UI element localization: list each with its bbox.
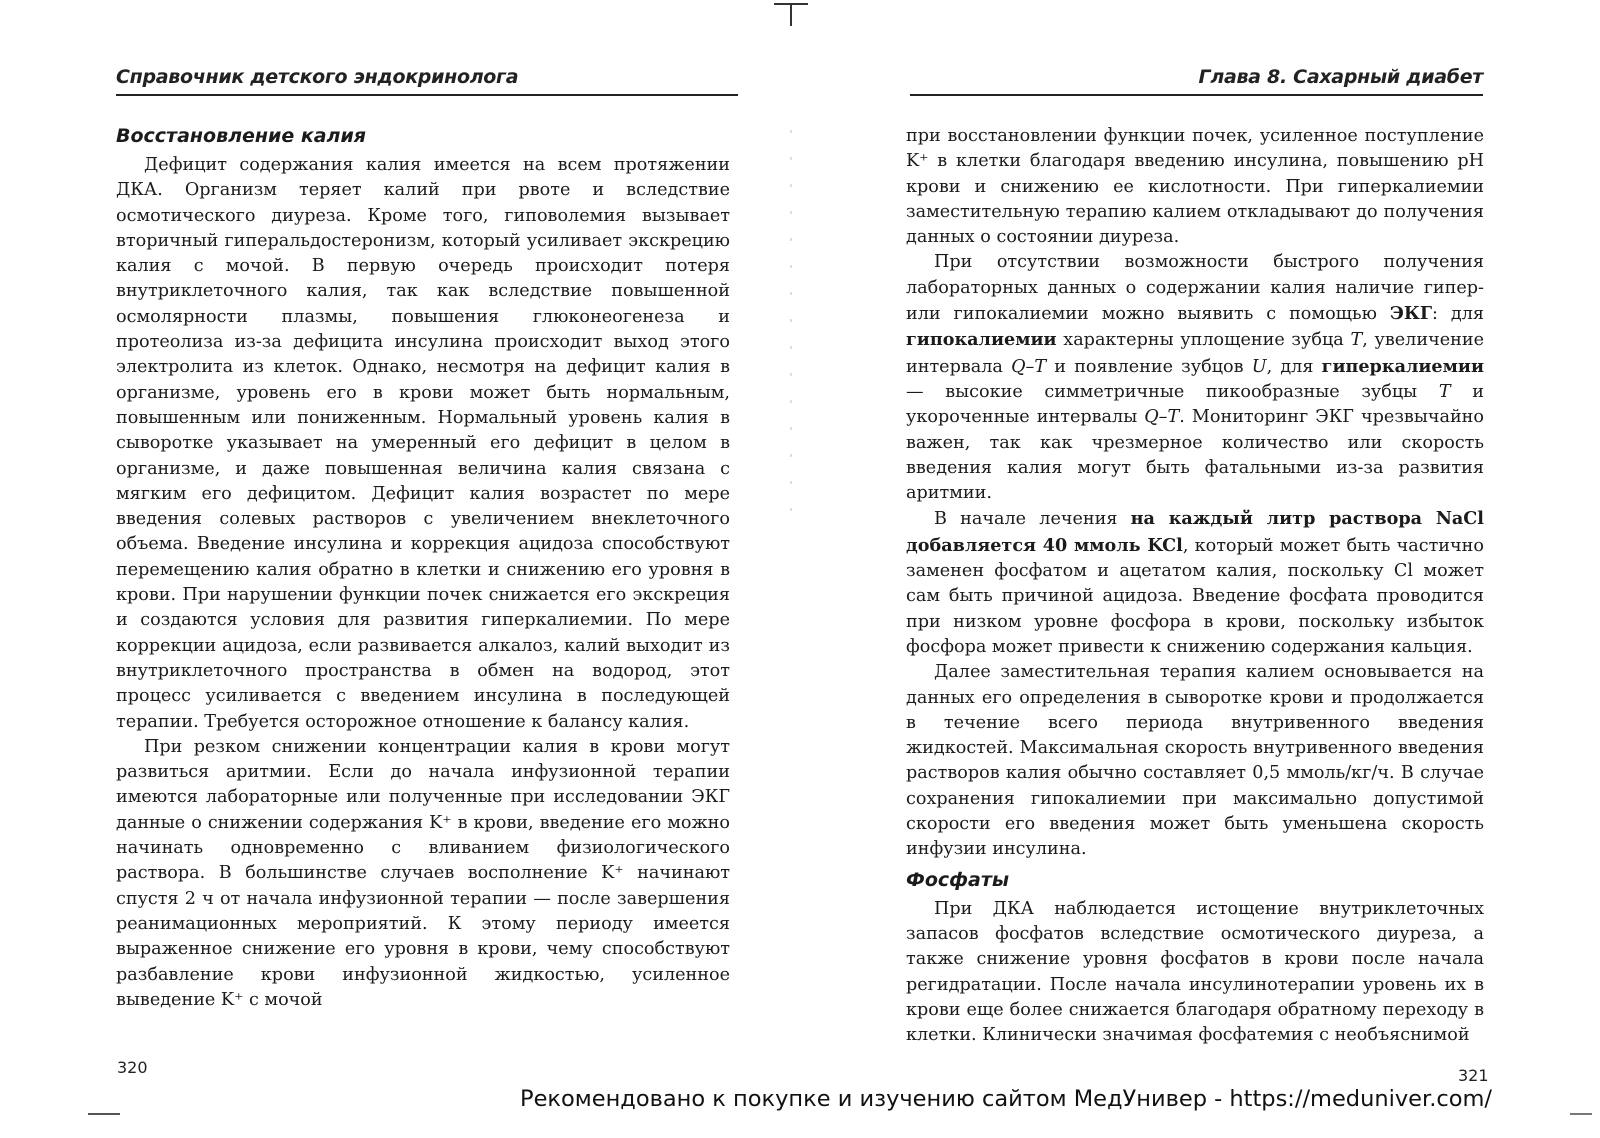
- paragraph: В начале лечения на каждый литр раствора NaCl добавляется 40 ммоль KCl, который может быть частично заменен фосфатом и ацетатом калия, поскольку Cl может сам быть причиной ацидоза. Введение фосфата проводится при низком уровне фосфора в крови, поскольку избыток фосфора может привести к снижению содержания кальция.: [906, 508, 1484, 657]
- hyperkalemia-term: гиперкалиемии: [1321, 355, 1484, 377]
- ecg-term: ЭКГ: [1389, 303, 1433, 325]
- page-number: 321: [1458, 1066, 1489, 1085]
- left-page: [0, 0, 790, 1138]
- scan-edge-mark: [88, 1113, 120, 1115]
- watermark-footer: Рекомендовано к покупке и изучению сайтом МедУнивер - https://meduniver.com/: [520, 1086, 1492, 1112]
- paragraph: при восстановлении функции почек, усиленное поступление K⁺ в клетки благодаря введению инсулина, повышению pH крови и снижению ее кислотности. При гиперкалиемии заместительную терапию калием откладывают до получения данных о состоянии диуреза.: [906, 126, 1484, 248]
- page-number: 320: [117, 1058, 148, 1077]
- section-title: Восстановление калия: [116, 125, 366, 147]
- paragraph: При резком снижении концентрации калия в крови могут развиться аритмии. Если до начала инфузионной терапии имеются лабораторные или полученные при исследовании ЭКГ данные о снижении содержания K⁺ в крови, введение его можно начинать одновременно с вливанием физиологического раствора. В большинстве случаев восполнение K⁺ начинают спустя 2 ч от начала инфузионной терапии — после завершения реанимационных мероприятий. К этому периоду имеется выраженное снижение его уровня в крови, чему способствуют разбавление крови инфузионной жидкостью, усиленное выведение K⁺ с мочой: [116, 736, 730, 1010]
- paragraph: Дефицит содержания калия имеется на всем протяжении ДКА. Организм теряет калий при рвоте и вследствие осмотического диуреза. Кроме того, гиповолемия вызывает вторичный гиперальдостеронизм, который усиливает экскрецию калия с мочой. В первую очередь происходит потеря внутриклеточного калия, так как вследствие повышенной осмолярности плазмы, повышения глюконеогенеза и протеолиза из-за дефицита инсулина происходит выход этого электролита из клеток. Однако, несмотря на дефицит калия в организме, уровень его в крови может быть нормальным, повышенным или пониженным. Нормальный уровень калия в сыворотке указывает на умеренный его дефицит в целом в организме, и даже повышенная величина калия связана с мягким его дефицитом. Дефицит калия возрастет по мере введения солевых растворов с увеличением внеклеточного объема. Введение инсулина и коррекция ацидоза способствуют перемещению калия обратно в клетки и снижению его уровня в крови. При нарушении функции почек снижается его экскреция и создаются условия для развития гиперкалиемии. По мере коррекции ацидоза, если развивается алкалоз, калий выходит из внутриклеточного пространства в обмен на водород, этот процесс усиливается с введением инсулина в последующей терапии. Требуется осторожное отношение к балансу калия.: [116, 155, 730, 732]
- paragraph: При ДКА наблюдается истощение внутриклеточных запасов фосфатов вследствие осмотического диуреза, а также снижение уровня фосфатов в крови после начала регидратации. После начала инсулинотерапии уровень их в крови еще более снижается благодаря обратному переходу в клетки. Клинически значимая фосфатемия с необъяснимой: [906, 898, 1484, 1046]
- running-header: Справочник детского эндокринолога: [116, 66, 738, 96]
- kcl-dosage-emphasis: на каждый литр раствора NaCl добавляется 40 ммоль KCl: [906, 508, 1484, 556]
- text-column: [906, 124, 1484, 1048]
- paragraph: Далее заместительная терапия калием основывается на данных его определения в сыворотке крови и продолжается в течение всего периода внутривенного введения жидкостей. Максимальная скорость внутривенного введения растворов калия обычно составляет 0,5 ммоль/кг/ч. В случае сохранения гипокалиемии при максимально допустимой скорости его введения может быть уменьшена скорость инфузии инсулина.: [906, 662, 1484, 860]
- hypokalemia-term: гипокалиемии: [906, 329, 1057, 351]
- running-header: Глава 8. Сахарный диабет: [910, 66, 1483, 96]
- scan-edge-mark: [1570, 1113, 1592, 1115]
- text-column: [116, 123, 730, 1013]
- section-title: Фосфаты: [906, 868, 1010, 891]
- paragraph: При отсутствии возможности быстрого получения лабораторных данных о содержании калия наличие гипер- или гипокалиемии можно выявить с помощью ЭКГ: для гипокалиемии характерны уплощение зубца T, увеличение интервала Q–T и появление зубцов U, для гиперкалиемии — высокие симметричные пикообразные зубцы T и укороченные интервалы Q–T. Мониторинг ЭКГ чрезвычайно важен, так как чрезмерное количество или скорость введения калия могут быть фатальными из-за развития аритмии.: [906, 252, 1484, 504]
- right-page: [790, 0, 1600, 1138]
